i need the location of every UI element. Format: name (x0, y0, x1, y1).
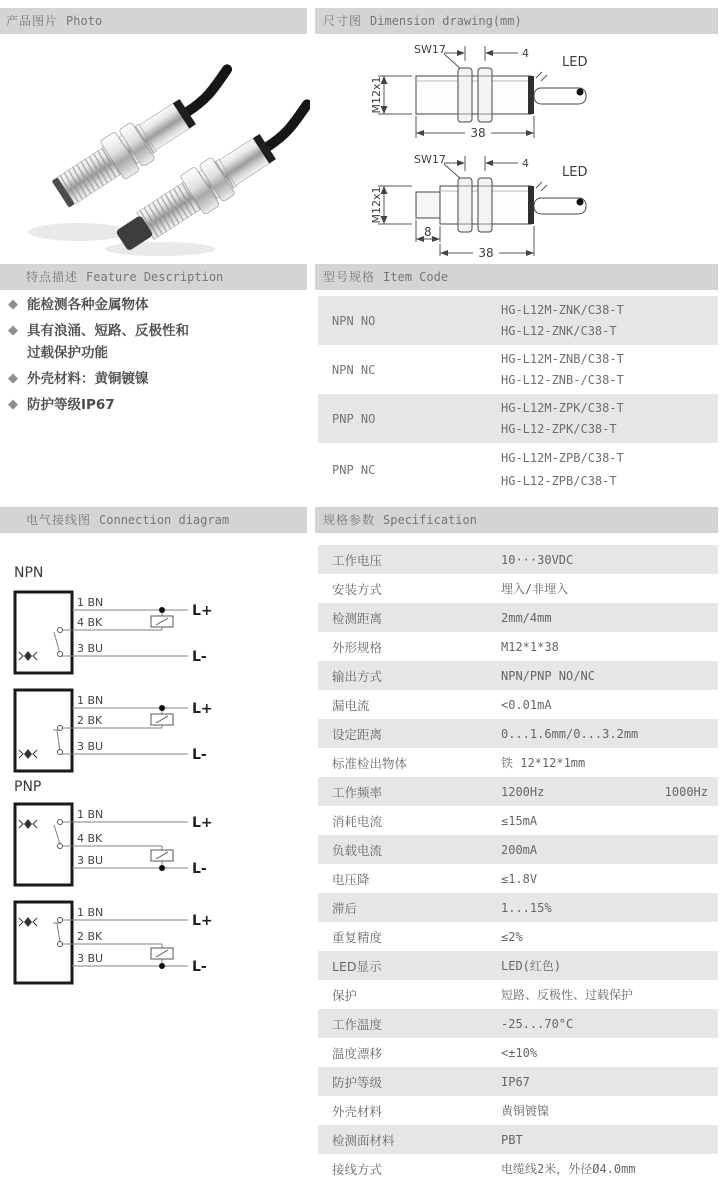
item-code: HG-L12M-ZNB/C38-T (501, 352, 624, 366)
specification-table (318, 545, 718, 1181)
spec-row (318, 1067, 718, 1096)
spec-value: 黄铜镀镍 (501, 1104, 550, 1118)
l-plus-label: L+ (192, 913, 213, 929)
section-header-photo (0, 8, 307, 34)
spec-row (318, 1009, 718, 1038)
wire-label: 1 BN (77, 906, 104, 919)
spec-label: 保护 (332, 987, 358, 1003)
spec-row (318, 1154, 718, 1181)
wire-label: 1 BN (77, 596, 104, 609)
spec-value: 200mA (501, 842, 538, 857)
spec-label: 消耗电流 (332, 813, 383, 829)
spec-row (318, 690, 718, 719)
header-feat-en: Feature Description (86, 270, 224, 284)
spec-value: ≤15mA (501, 813, 538, 828)
feature-item (8, 368, 308, 390)
spec-row (318, 922, 718, 951)
dim-sw17-label: SW17 (414, 153, 446, 166)
diamond-bullet-icon: ◆ (8, 397, 18, 412)
section-header-dimension (315, 8, 718, 34)
wire-label: 3 BU (77, 740, 104, 753)
spec-label: 重复精度 (332, 929, 383, 945)
item-code: HG-L12-ZPK/C38-T (501, 422, 617, 436)
spec-value: 埋入/非埋入 (501, 582, 569, 596)
spec-value: 电缆线2米，外径Ø4.0mm (501, 1162, 636, 1176)
spec-value: ≤1.8V (501, 871, 538, 886)
spec-label: 滞后 (332, 900, 358, 916)
diamond-bullet-icon: ◆ (8, 323, 18, 338)
dim-led-label: LED (562, 165, 588, 180)
spec-value: 短路、反极性、过载保护 (501, 988, 634, 1002)
spec-row (318, 777, 718, 806)
item-code: HG-L12M-ZNK/C38-T (501, 303, 624, 317)
wire-label: 1 BN (77, 808, 104, 821)
sensor-non-flush (109, 97, 310, 256)
spec-label: 电压降 (332, 871, 370, 887)
dim-led-label: LED (562, 55, 588, 70)
dim-length-label: 38 (470, 126, 486, 140)
l-minus-label: L- (192, 959, 207, 975)
spec-row (318, 806, 718, 835)
spec-value: 10···30VDC (501, 552, 574, 567)
spec-value: PBT (501, 1132, 523, 1147)
dim-gap-label: 4 (522, 157, 529, 170)
npn-nc-diagram (10, 684, 215, 779)
spec-value: 1200Hz (501, 784, 545, 799)
header-conn-zh: 电气接线图 (26, 513, 92, 527)
header-photo-en: Photo (66, 14, 103, 28)
section-header-connection (0, 507, 307, 533)
output-type: PNP NO (332, 411, 376, 426)
feature-text: 外壳材料：黄铜镀镍 (27, 371, 149, 387)
header-spec-en: Specification (383, 513, 477, 527)
header-spec-zh: 规格参数 (323, 513, 376, 527)
item-code-row (318, 394, 718, 443)
section-header-specification (315, 507, 718, 533)
spec-row (318, 951, 718, 980)
l-plus-label: L+ (192, 603, 213, 619)
item-code-row (318, 296, 718, 345)
feature-text: 具有浪涌、短路、反极性和 过载保护功能 (27, 323, 189, 361)
npn-no-diagram (10, 586, 215, 681)
wire-label: 3 BU (77, 642, 104, 655)
output-type: NPN NO (332, 313, 376, 328)
dim-gap-label: 4 (522, 47, 529, 60)
wire-label: 2 BK (77, 714, 103, 727)
spec-label: 设定距离 (332, 726, 383, 742)
spec-row (318, 632, 718, 661)
spec-value: LED(红色) (501, 959, 562, 973)
spec-row (318, 893, 718, 922)
spec-label: 标准检出物体 (332, 755, 408, 771)
header-conn-en: Connection diagram (99, 513, 230, 527)
item-code-row (318, 443, 718, 496)
l-minus-label: L- (192, 747, 207, 763)
item-code: HG-L12-ZNK/C38-T (501, 324, 617, 338)
output-type: PNP NC (332, 462, 376, 477)
spec-row (318, 980, 718, 1009)
spec-label: 安装方式 (332, 581, 383, 597)
product-photo (12, 42, 310, 256)
header-photo-zh: 产品图片 (6, 14, 59, 28)
wire-label: 2 BK (77, 930, 103, 943)
spec-row (318, 1096, 718, 1125)
spec-label: 工作温度 (332, 1016, 383, 1032)
spec-label: 防护等级 (332, 1074, 383, 1090)
spec-row (318, 545, 718, 574)
feature-item (8, 394, 308, 416)
feature-text: 能检测各种金属物体 (27, 297, 149, 313)
header-code-en: Item Code (383, 270, 449, 284)
spec-label: 检测距离 (332, 610, 383, 626)
section-header-item-code (315, 264, 718, 290)
pnp-nc-diagram (10, 896, 215, 991)
spec-value: -25...70°C (501, 1016, 574, 1031)
wire-label: 3 BU (77, 854, 104, 867)
spec-value: NPN/PNP NO/NC (501, 668, 595, 683)
feature-item (8, 320, 308, 364)
spec-row (318, 1038, 718, 1067)
feature-list (8, 294, 308, 420)
item-code: HG-L12-ZNB-/C38-T (501, 373, 624, 387)
wire-label: 4 BK (77, 832, 103, 845)
spec-value: M12*1*38 (501, 639, 559, 654)
spec-label: 工作电压 (332, 552, 383, 568)
wire-label: 3 BU (77, 952, 104, 965)
spec-label: 漏电流 (332, 697, 370, 713)
item-code-table (318, 296, 718, 496)
spec-row (318, 864, 718, 893)
item-code: HG-L12M-ZPB/C38-T (501, 451, 624, 466)
spec-row (318, 719, 718, 748)
header-code-zh: 型号规格 (323, 270, 376, 284)
spec-value: 铁 12*12*1mm (501, 756, 586, 770)
spec-row (318, 603, 718, 632)
l-plus-label: L+ (192, 815, 213, 831)
spec-label: 输出方式 (332, 668, 383, 684)
spec-value-secondary: 1000Hz (664, 784, 708, 799)
spec-row (318, 661, 718, 690)
wire-label: 1 BN (77, 694, 104, 707)
dim-thread-label: M12x1 (370, 186, 383, 224)
spec-label: 检测面材料 (332, 1132, 395, 1148)
header-feat-zh: 特点描述 (26, 270, 79, 284)
spec-row (318, 574, 718, 603)
item-code: HG-L12M-ZPK/C38-T (501, 401, 624, 415)
spec-label: 温度漂移 (332, 1045, 383, 1061)
header-dim-en: Dimension drawing(mm) (370, 14, 522, 28)
spec-row (318, 748, 718, 777)
output-type: NPN NC (332, 362, 376, 377)
spec-value: 0...1.6mm/0...3.2mm (501, 726, 639, 741)
spec-label: 接线方式 (332, 1161, 383, 1177)
section-header-feature (0, 264, 307, 290)
spec-row (318, 835, 718, 864)
wire-label: 4 BK (77, 616, 103, 629)
item-code: HG-L12-ZPB/C38-T (501, 473, 617, 488)
l-minus-label: L- (192, 649, 207, 665)
pnp-group-label: PNP (14, 779, 42, 795)
dimension-drawing-nonflush (370, 153, 587, 260)
item-code-row (318, 345, 718, 394)
dim-length-label: 38 (478, 246, 494, 260)
spec-value: <±10% (501, 1045, 538, 1060)
dimension-drawing-flush (370, 43, 587, 140)
spec-value: 1...15% (501, 900, 552, 915)
dimension-drawing (336, 36, 721, 261)
feature-text: 防护等级IP67 (27, 397, 115, 413)
feature-item (8, 294, 308, 316)
spec-value: <0.01mA (501, 697, 552, 712)
dim-sw17-label: SW17 (414, 43, 446, 56)
spec-label: 工作频率 (332, 784, 383, 800)
spec-label: LED显示 (332, 958, 382, 974)
header-dim-zh: 尺寸图 (323, 14, 363, 28)
spec-row (318, 1125, 718, 1154)
dim-thread-label: M12x1 (370, 76, 383, 114)
pnp-no-diagram (10, 798, 215, 893)
spec-label: 外壳材料 (332, 1103, 383, 1119)
spec-value: ≤2% (501, 929, 523, 944)
spec-value: IP67 (501, 1074, 530, 1089)
l-plus-label: L+ (192, 701, 213, 717)
npn-group-label: NPN (14, 565, 44, 581)
diamond-bullet-icon: ◆ (8, 297, 18, 312)
spec-label: 负载电流 (332, 842, 383, 858)
dim-head-label: 8 (424, 225, 432, 239)
l-minus-label: L- (192, 861, 207, 877)
diamond-bullet-icon: ◆ (8, 371, 18, 386)
spec-value: 2mm/4mm (501, 610, 552, 625)
spec-label: 外形规格 (332, 639, 383, 655)
